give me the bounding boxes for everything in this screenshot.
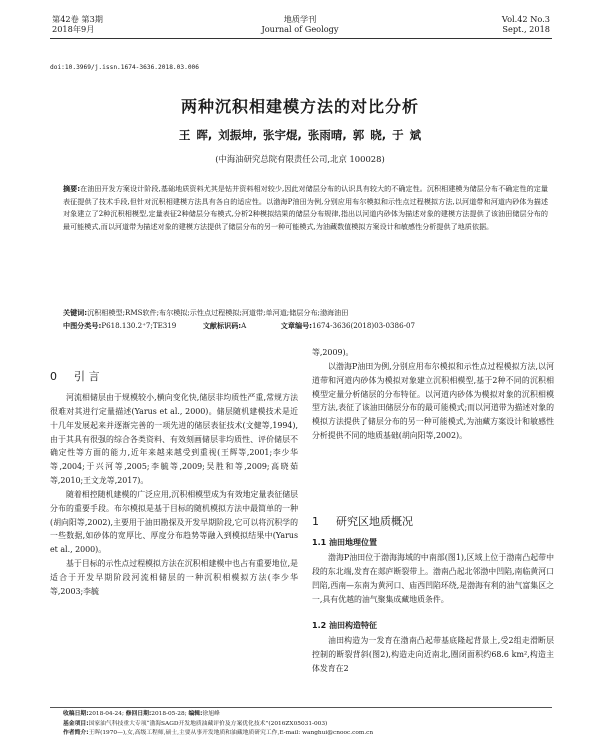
subsection-1-1-text bbox=[312, 551, 554, 606]
doi: doi:10.3969/j.issn.1674-3636.2018.03.006 bbox=[50, 64, 200, 71]
doc-code-label: 文献标识码: bbox=[202, 321, 242, 330]
doc-code-value: A bbox=[241, 321, 247, 330]
header-right bbox=[502, 14, 550, 34]
keywords-text: 沉积相模型;RMS软件;布尔模拟;示性点过程模拟;河道带;单河道;储层分布;渤海油田 bbox=[87, 308, 349, 317]
journal-name-cn: 地质学刊 bbox=[283, 14, 317, 24]
received-date: 2018-04-24; bbox=[88, 711, 124, 717]
footnotes bbox=[63, 710, 553, 739]
journal-name-en: Journal of Geology bbox=[261, 24, 339, 34]
section-0-heading bbox=[50, 368, 100, 384]
keywords-label: 关键词: bbox=[63, 308, 88, 317]
header-volume-cn: 第42卷 第3期 bbox=[52, 14, 103, 24]
intro-paragraph-3: 基于目标的示性点过程模拟方法在沉积相建模中也占有重要地位,是适合于开发早期阶段河流相储层的一种沉积相模拟方法(李少华等,2003;李毓 bbox=[50, 559, 298, 596]
header-date-cn: 2018年9月 bbox=[52, 24, 95, 34]
section-1-heading bbox=[312, 513, 413, 529]
header-volume-en: Vol.42 No.3 bbox=[501, 14, 550, 24]
structure-paragraph: 油田构造为一发育在渤南凸起带基底隆起背景上,受2组走滑断层控制的断裂背斜(图2),构造走向近南北,圈闭面积约68.6 km²,构造主体发育在2 bbox=[312, 636, 554, 673]
received-label: 收稿日期: bbox=[63, 711, 89, 717]
location-paragraph: 渤海P油田位于渤海海域的中南部(图1),区域上位于渤南凸起带中段的东北端,发育在郯庐断裂带上。渤南凸起北邻渤中凹陷,南临黄河口凹陷,西南—东南为黄河口、庙西凹陷环绕,是渤海有利的油气富集区之一,具有优越的油气聚集成藏地质条件。 bbox=[312, 553, 554, 604]
revised-label: 修回日期: bbox=[125, 711, 152, 717]
clc-label: 中图分类号: bbox=[63, 321, 102, 330]
author-bio-text: 王晖(1970—),女,高级工程师,硕士,主要从事开发地质和油藏地质研究工作,E-mail: wanghui@cnooc.com.cn bbox=[88, 730, 374, 736]
subsection-1-2-heading: 1.2 油田构造特征 bbox=[312, 621, 377, 630]
intro-continuation: 等,2009)。 bbox=[312, 348, 354, 357]
footnote-fund bbox=[63, 720, 553, 730]
footnote-rule bbox=[50, 707, 552, 708]
abstract-text: 在油田开发方案设计阶段,基础地质资料尤其是钻井资料相对较少,因此对储层分布的认识具有较大的不确定性。沉积相建模为储层分布不确定性的定量表征提供了技术手段,但针对沉积相建模方法具有各自的适应性。以渤海P油田为例,分别应用布尔模拟和示性点过程模拟方法,以河道带和河道内砂体为描述对象建立了2种沉积相模型,定量表征2种储层分布模式,分析2种模拟结果的储层分布规律,指出以河道内砂体为描述对象的建模方法提供了该油田储层分布的最可能模式,而以河道带为描述对象的建模方法提供了储层分布的另一种可能模式,为油藏数值模拟方案设计和敏感性分析提供了地质依据。 bbox=[63, 184, 548, 231]
section-1-number: 1 bbox=[312, 515, 319, 528]
article-number-value: 1674-3636(2018)03-0386-07 bbox=[312, 321, 416, 330]
editor-label: 编辑: bbox=[188, 711, 203, 717]
affiliation: (中海油研究总院有限责任公司,北京 100028) bbox=[215, 154, 385, 164]
left-column-text bbox=[50, 391, 298, 599]
footnote-author bbox=[63, 729, 553, 739]
section-0-title: 引 言 bbox=[74, 370, 100, 383]
header-date-en: Sept., 2018 bbox=[502, 24, 550, 34]
section-0-number: 0 bbox=[50, 370, 57, 383]
header-left bbox=[52, 14, 103, 34]
fund-text: 国家油气科技重大专项“渤海SAGD开发地质油藏评价及方案优化技术”(2016ZX05031-003) bbox=[88, 720, 328, 727]
clc-value: P618.130.2⁺7;TE319 bbox=[101, 321, 177, 330]
author-bio-label: 作者简介: bbox=[63, 730, 89, 736]
abstract-label: 摘要: bbox=[63, 184, 81, 193]
editor-name: 徐旭峰 bbox=[202, 711, 220, 717]
article-number-label: 文章编号: bbox=[280, 321, 313, 330]
abstract bbox=[63, 183, 548, 233]
revised-date: 2018-05-28; bbox=[151, 711, 187, 717]
footnote-dates bbox=[63, 710, 553, 720]
intro-paragraph-1: 河流相储层由于规模较小,横向变化快,储层非均质性严重,常规方法很难对其进行定量描述(Yarus et al., 2000)。储层随机建模技术是近十几年发展起来并逐渐完善的一项先进的储层表征技术(文健等,1994),由于其具有很强的综合各类资料、有效刻画储层非均质性、评价储层不确定性等方面的能力,近年来越来越受到重视(王辉等,2001;李少华等,2004;于兴河等,2005;李毓等,2009;吴胜和等,2009;高晓茹等,2010;王文龙等,2017)。 bbox=[50, 393, 298, 486]
section-1-title: 研究区地质概况 bbox=[336, 515, 413, 528]
intro-paragraph-4: 以渤海P油田为例,分别应用布尔模拟和示性点过程模拟方法,以河道带和河道内砂体为模拟对象建立沉积相模型,基于2种不同的沉积相模型定量分析储层的分布特征。以河道内砂体为模拟对象的沉积相模型方法,表征了该油田储层分布的最可能模式;而以河道带为描述对象的模拟方法提供了储层分布的另一种可能模式,为油藏方案设计和敏感性分析提供不同的地质基础(胡向阳等,2002)。 bbox=[312, 361, 554, 441]
intro-paragraph-2: 随着相控随机建模的广泛应用,沉积相模型成为有效地定量表征储层分布的重要手段。布尔模拟是基于目标的随机模拟方法中最简单的一种(胡向阳等,2002),主要用于油田勘探及开发早期阶段,它可以将沉积学的一些数据,如砂体的宽厚比、厚度分布趋势等融入到模拟结果中(Yarus et al., 2000)。 bbox=[50, 489, 298, 555]
subsection-1-2-text bbox=[312, 634, 554, 676]
subsection-1-1-heading: 1.1 油田地理位置 bbox=[312, 538, 377, 547]
header-center bbox=[200, 14, 400, 34]
header-rule bbox=[50, 38, 552, 39]
right-column-intro bbox=[312, 346, 554, 443]
fund-label: 基金项目: bbox=[63, 720, 89, 727]
keywords bbox=[63, 307, 548, 320]
classification-line bbox=[63, 320, 548, 333]
author-list: 王 晖, 刘振坤, 张宇焜, 张雨晴, 郭 晓, 于 斌 bbox=[178, 128, 422, 142]
paper-title: 两种沉积相建模方法的对比分析 bbox=[180, 97, 419, 116]
